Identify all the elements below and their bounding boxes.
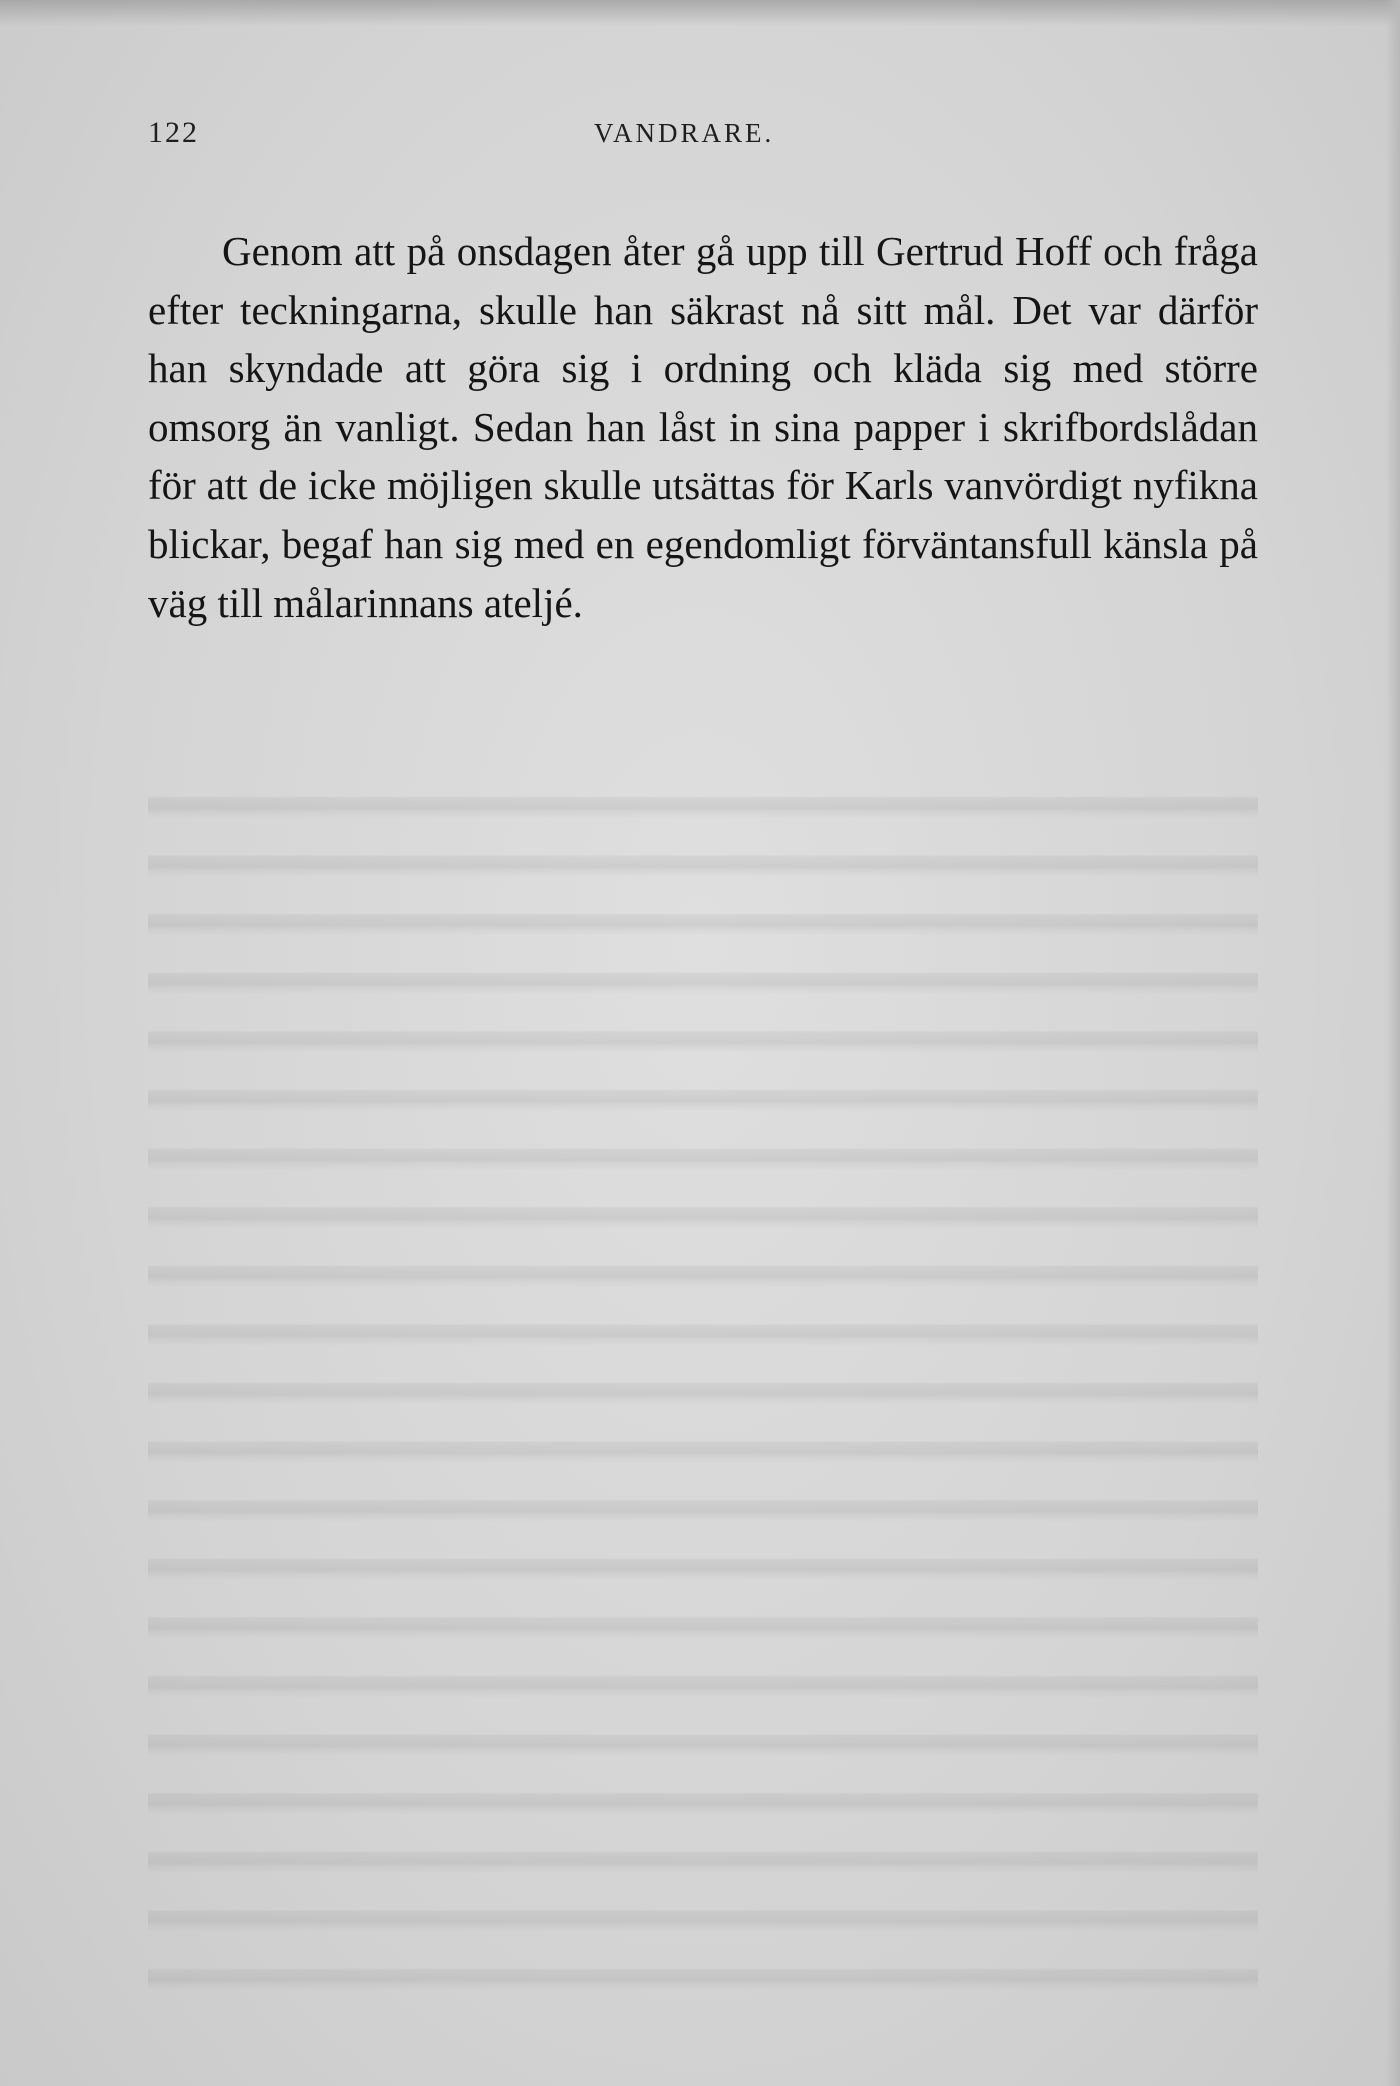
body-paragraph: Genom att på onsdagen åter gå upp till Gertrud Hoff och fråga efter teckningarna, skulle han säkrast nå sitt mål. Det var därför han skyndade att göra sig i ordning och kläda sig med större omsorg än vanligt. Sedan han låst in sina papper i skrifbordslådan för att de icke möjligen skulle utsättas för Karls vanvördigt nyfikna blickar, begaf han sig med en egendomligt förväntansfull känsla på väg till målarinnans atelјé. <box>148 228 1258 626</box>
running-title: VANDRARE. <box>594 118 775 148</box>
bleed-through-text <box>148 760 1258 1990</box>
page-number: 122 <box>148 116 199 149</box>
page-top-shadow <box>0 0 1400 26</box>
page-right-shadow <box>1386 0 1400 2086</box>
running-head <box>148 116 1258 166</box>
